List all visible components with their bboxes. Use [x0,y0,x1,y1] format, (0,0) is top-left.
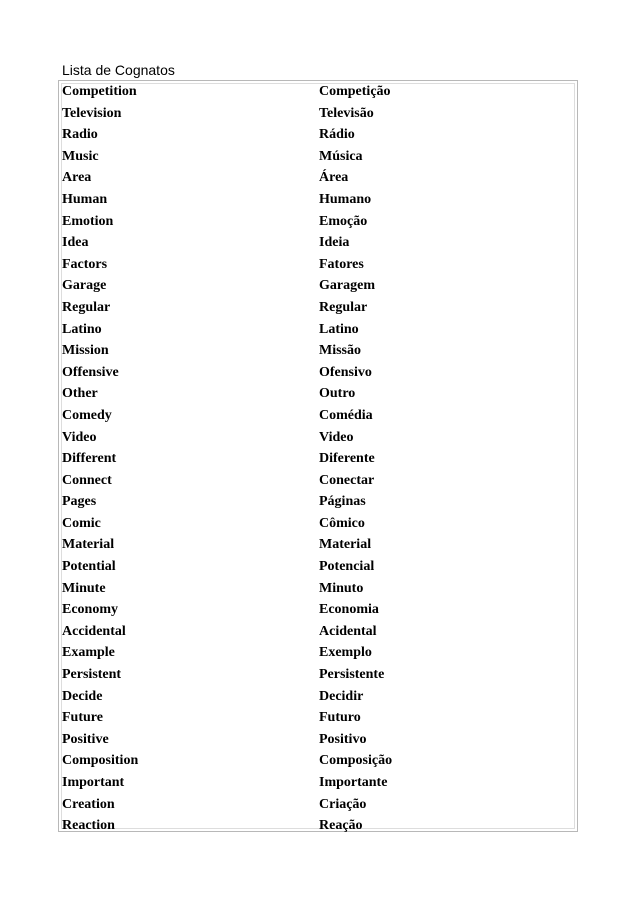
table-row [62,319,559,341]
english-word-cell: Area [62,170,92,186]
english-word-cell: Other [62,386,98,402]
english-word-cell: Pages [62,494,97,510]
table-row [62,362,559,384]
table-row [62,146,559,168]
portuguese-word-cell: Reação [319,818,363,834]
english-word-cell: Connect [62,472,112,488]
portuguese-word-cell: Persistente [319,667,385,683]
portuguese-word-cell: Rádio [319,127,355,143]
table-row [62,81,559,103]
english-word-cell: Offensive [62,364,119,380]
english-word-cell: Reaction [62,818,115,834]
table-row [62,167,559,189]
english-word-cell: Important [62,775,125,790]
english-word-cell: Comic [62,515,101,531]
english-word-cell: Creation [62,796,115,812]
portuguese-word-cell: Acidental [319,623,377,639]
table-row [62,491,559,513]
english-word-cell: Composition [62,753,139,769]
portuguese-word-cell: Área [319,170,349,186]
english-word-cell: Material [62,537,115,553]
english-word-cell: Mission [62,343,109,359]
portuguese-word-cell: Humano [319,191,372,207]
table-row [62,664,559,686]
english-word-cell: Accidental [62,623,126,639]
cognates-table-body [62,81,559,837]
table-row [62,275,559,297]
english-word-cell: Video [62,429,97,445]
portuguese-word-cell: Competição [319,84,391,99]
table-row [62,232,559,254]
english-word-cell: Latino [62,321,102,337]
table-row [62,729,559,751]
portuguese-word-cell: Positivo [319,731,367,747]
table-row [62,578,559,600]
portuguese-word-cell: Latino [319,321,359,337]
english-word-cell: Persistent [62,667,122,683]
portuguese-word-cell: Economia [319,602,379,618]
portuguese-word-cell: Importante [319,775,388,790]
table-row [62,340,559,362]
portuguese-word-cell: Decidir [319,688,364,704]
table-row [62,686,559,708]
english-word-cell: Emotion [62,213,114,229]
table-row [62,621,559,643]
english-word-cell: Example [62,645,115,661]
portuguese-word-cell: Comédia [319,407,373,423]
english-word-cell: Competition [62,84,137,99]
table-row [62,794,559,816]
english-word-cell: Idea [62,235,89,251]
english-word-cell: Positive [62,731,109,747]
table-row [62,427,559,449]
portuguese-word-cell: Conectar [319,472,375,488]
portuguese-word-cell: Ofensivo [319,364,372,380]
table-row [62,707,559,729]
portuguese-word-cell: Futuro [319,710,361,726]
portuguese-word-cell: Potencial [319,559,375,575]
portuguese-word-cell: Fatores [319,256,364,272]
english-word-cell: Comedy [62,407,112,423]
portuguese-word-cell: Emoção [319,213,368,229]
portuguese-word-cell: Exemplo [319,645,372,661]
table-row [62,189,559,211]
table-row [62,470,559,492]
english-word-cell: Economy [62,602,118,618]
table-row [62,534,559,556]
english-word-cell: Television [62,105,122,121]
portuguese-word-cell: Outro [319,386,356,402]
table-row [62,383,559,405]
english-word-cell: Potential [62,559,116,575]
english-word-cell: Factors [62,256,108,272]
table-row [62,772,559,794]
table-row [62,211,559,233]
portuguese-word-cell: Minuto [319,580,364,596]
english-word-cell: Human [62,191,108,207]
table-row [62,599,559,621]
portuguese-word-cell: Garagem [319,278,375,294]
portuguese-word-cell: Material [319,537,372,553]
table-row [62,750,559,772]
english-word-cell: Regular [62,299,111,315]
portuguese-word-cell: Composição [319,753,393,769]
portuguese-word-cell: Diferente [319,451,375,467]
table-row [62,448,559,470]
english-word-cell: Minute [62,580,106,596]
portuguese-word-cell: Video [319,429,354,445]
english-word-cell: Future [62,710,103,726]
table-row [62,254,559,276]
document-title: Lista de Cognatos [62,62,175,78]
portuguese-word-cell: Páginas [319,494,366,510]
table-row [62,556,559,578]
cognates-table [62,81,559,837]
english-word-cell: Radio [62,127,98,143]
english-word-cell: Decide [62,688,103,704]
portuguese-word-cell: Música [319,148,363,164]
table-row [62,513,559,535]
table-row [62,124,559,146]
table-row [62,103,559,125]
english-word-cell: Different [62,451,117,467]
portuguese-word-cell: Missão [319,343,361,359]
portuguese-word-cell: Regular [319,299,368,315]
table-row [62,815,559,837]
english-word-cell: Music [62,148,99,164]
portuguese-word-cell: Televisão [319,105,374,121]
table-row [62,297,559,319]
table-row [62,642,559,664]
table-row [62,405,559,427]
portuguese-word-cell: Ideia [319,235,350,251]
portuguese-word-cell: Criação [319,796,367,812]
portuguese-word-cell: Cômico [319,515,365,531]
english-word-cell: Garage [62,278,107,294]
